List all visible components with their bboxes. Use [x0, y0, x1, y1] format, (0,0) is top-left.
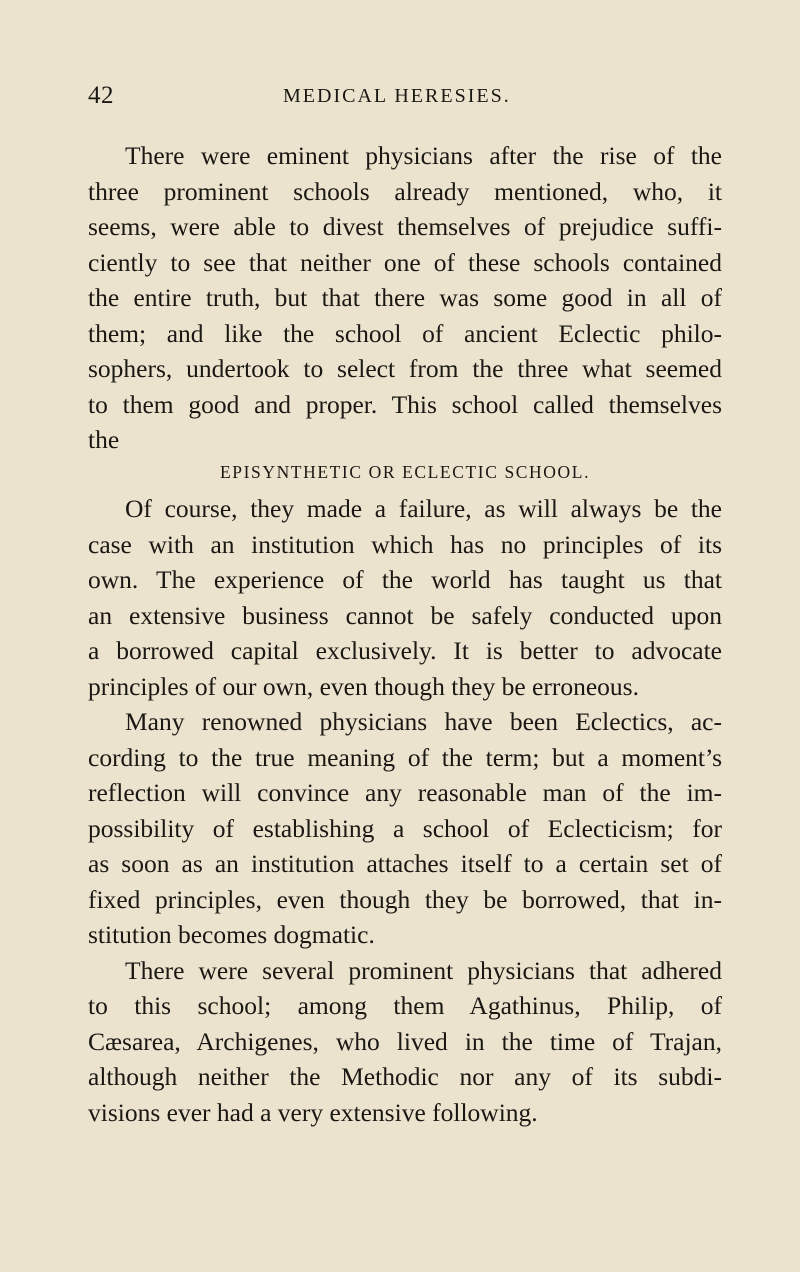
text-line: ciently to see that neither one of these schools contained [88, 248, 722, 277]
text-line: although neither the Methodic nor any of its subdi- [88, 1062, 722, 1091]
text-line: as soon as an institution attaches itself to a certain set of [88, 849, 722, 878]
text-line: principles of our own, even though they be erroneous. [88, 672, 639, 701]
running-head-title: MEDICAL HERESIES. [283, 85, 511, 107]
text-line: Of course, they made a failure, as will always be the [125, 494, 722, 523]
text-line: the [88, 425, 120, 454]
text-line: stitution becomes dogmatic. [88, 920, 375, 949]
text-line: own. The experience of the world has taught us that [88, 565, 722, 594]
text-line: an extensive business cannot be safely conducted upon [88, 601, 722, 630]
page-number: 42 [88, 82, 114, 109]
text-line: There were several prominent physicians that adhered [125, 956, 722, 985]
text-line: to them good and proper. This school called themselves [88, 390, 722, 419]
text-line: visions ever had a very extensive following. [88, 1098, 538, 1127]
text-line: Cæsarea, Archigenes, who lived in the time of Trajan, [88, 1027, 722, 1056]
text-line: the entire truth, but that there was some good in all of [88, 283, 722, 312]
text-line: case with an institution which has no principles of its [88, 530, 722, 559]
text-line: possibility of establishing a school of Eclecticism; for [88, 814, 722, 843]
text-line: seems, were able to divest themselves of prejudice suffi- [88, 212, 722, 241]
text-line: Many renowned physicians have been Eclectics, ac- [125, 707, 722, 736]
text-line: fixed principles, even though they be borrowed, that in- [88, 885, 722, 914]
text-line: reflection will convince any reasonable man of the im- [88, 778, 722, 807]
text-line: them; and like the school of ancient Eclectic philo- [88, 319, 722, 348]
text-line: sophers, undertook to select from the three what seemed [88, 354, 722, 383]
text-line: a borrowed capital exclusively. It is better to advocate [88, 636, 722, 665]
text-line: three prominent schools already mentioned, who, it [88, 177, 722, 206]
text-line: to this school; among them Agathinus, Philip, of [88, 991, 722, 1020]
section-heading: EPISYNTHETIC OR ECLECTIC SCHOOL. [219, 462, 591, 482]
text-line: There were eminent physicians after the rise of the [125, 141, 722, 170]
running-head [88, 82, 722, 112]
text-line: cording to the true meaning of the term; but a moment’s [88, 743, 722, 772]
